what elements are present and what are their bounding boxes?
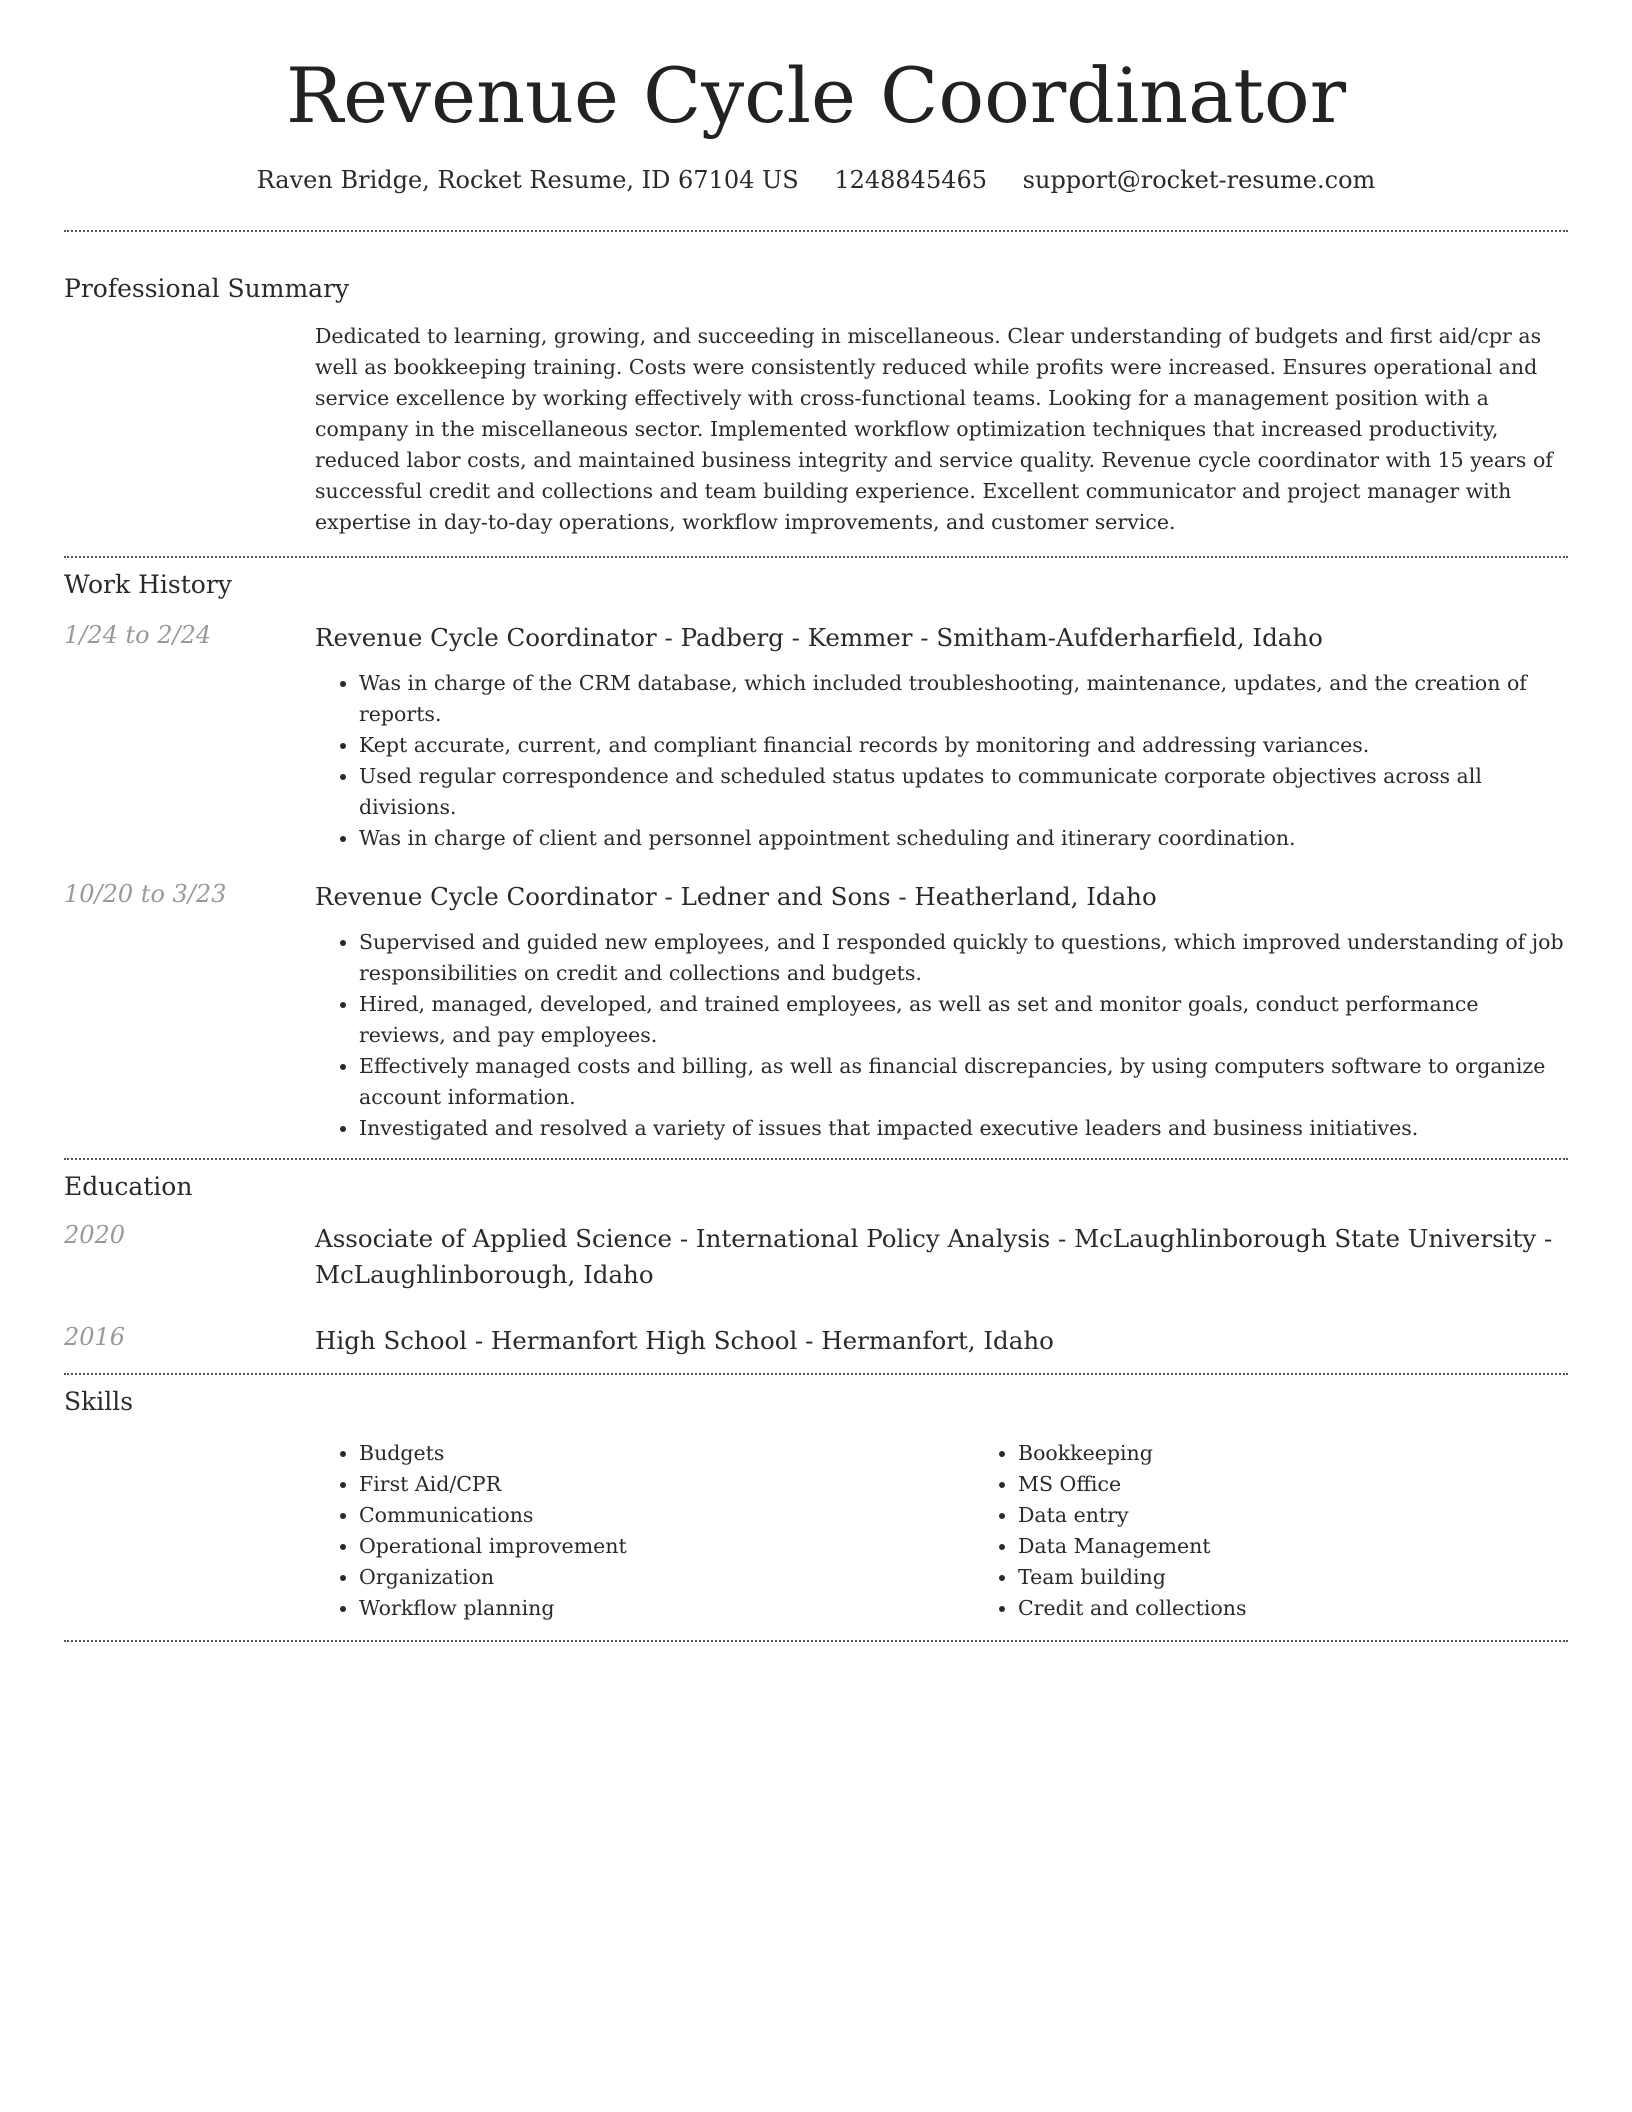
summary-divider <box>64 556 1568 558</box>
job-bullet: • Effectively managed costs and billing, as well as financial discrepancies, by using computers software to organize account information. <box>359 1051 1568 1113</box>
education-divider <box>64 1373 1568 1375</box>
job-bullet: • Kept accurate, current, and compliant financial records by monitoring and addressing variances. <box>359 730 1568 761</box>
summary-text: Dedicated to learning, growing, and succeeding in miscellaneous. Clear understanding of budgets and first aid/cpr as well as bookkeeping training. Costs were consistently reduced while profits were increased. Ensures operational and service excellence by working effectively with cross-functional teams. Looking for a management position with a company in the miscellaneous sector. Implemented workflow optimization techniques that increased productivity, reduced labor costs, and maintained business integrity and service quality. Revenue cycle coordinator with 15 years of successful credit and collections and team building experience. Excellent communicator and project manager with expertise in day-to-day operations, workflow improvements, and customer service. <box>315 324 1553 534</box>
education-heading: Education <box>64 1172 193 1201</box>
summary-heading: Professional Summary <box>64 274 350 303</box>
job-bullet: • Was in charge of the CRM database, which included troubleshooting, maintenance, updates, and the creation of reports. <box>359 668 1568 730</box>
job-heading <box>315 880 1568 914</box>
skill-item: • Credit and collections <box>1018 1593 1632 1624</box>
skill-item: • First Aid/CPR <box>359 1469 974 1500</box>
job-heading <box>315 621 1568 655</box>
work-divider <box>64 1158 1568 1160</box>
skill-item: • MS Office <box>1018 1469 1632 1500</box>
skills-list-right <box>974 1438 1632 1624</box>
job-bullet: • Investigated and resolved a variety of issues that impacted executive leaders and business initiatives. <box>359 1113 1568 1144</box>
work-heading: Work History <box>64 570 232 599</box>
job-dates: 10/20 to 3/23 <box>64 880 227 908</box>
job-bullet: • Supervised and guided new employees, and I responded quickly to questions, which improved understanding of job responsibilities on credit and collections and budgets. <box>359 927 1568 989</box>
education-degree: High School <box>315 1326 468 1355</box>
education-year: 2020 <box>64 1221 126 1249</box>
job-dates: 1/24 to 2/24 <box>64 621 212 649</box>
summary-row <box>64 321 1568 538</box>
job-employer: - Padberg - Kemmer - Smitham-Aufderharfield, Idaho <box>656 623 1323 652</box>
education-year: 2016 <box>64 1323 126 1351</box>
education-school: - Hermanfort High School - Hermanfort, Idaho <box>467 1326 1054 1355</box>
job-bullet: • Hired, managed, developed, and trained employees, as well as set and monitor goals, conduct performance reviews, and pay employees. <box>359 989 1568 1051</box>
contact-address: Raven Bridge, Rocket Resume, ID 67104 US <box>256 166 799 194</box>
job-entry <box>64 880 1568 1144</box>
job-bullets <box>315 668 1568 854</box>
education-heading-text <box>315 1323 1568 1359</box>
skill-item: • Bookkeeping <box>1018 1438 1632 1469</box>
skill-item: • Budgets <box>359 1438 974 1469</box>
contact-email: support@rocket-resume.com <box>1022 166 1376 194</box>
contact-line <box>64 166 1568 194</box>
job-bullet: • Used regular correspondence and scheduled status updates to communicate corporate objectives across all divisions. <box>359 761 1568 823</box>
job-position: Revenue Cycle Coordinator <box>315 882 657 911</box>
job-employer: - Ledner and Sons - Heatherland, Idaho <box>656 882 1157 911</box>
education-heading-text <box>315 1221 1568 1293</box>
education-school: - McLaughlinborough State University - McLaughlinborough, Idaho <box>315 1224 1553 1289</box>
job-position: Revenue Cycle Coordinator <box>315 623 657 652</box>
job-bullets <box>315 927 1568 1144</box>
job-bullet: • Was in charge of client and personnel appointment scheduling and itinerary coordination. <box>359 823 1568 854</box>
skill-item: • Organization <box>359 1562 974 1593</box>
skill-item: • Workflow planning <box>359 1593 974 1624</box>
skill-item: • Team building <box>1018 1562 1632 1593</box>
resume-page <box>64 0 1568 1642</box>
skills-divider <box>64 1640 1568 1642</box>
education-entry <box>64 1221 1568 1293</box>
summary-left-col <box>64 321 315 538</box>
job-entry <box>64 621 1568 854</box>
skill-item: • Operational improvement <box>359 1531 974 1562</box>
education-degree: Associate of Applied Science - International Policy Analysis <box>315 1224 1051 1253</box>
resume-name: Revenue Cycle Coordinator <box>285 51 1347 140</box>
skill-item: • Communications <box>359 1500 974 1531</box>
skill-item: • Data Management <box>1018 1531 1632 1562</box>
skills-list-left <box>315 1438 974 1624</box>
skill-item: • Data entry <box>1018 1500 1632 1531</box>
contact-phone: 1248845465 <box>834 166 988 194</box>
education-entry <box>64 1323 1568 1359</box>
skills-left-col <box>64 1438 315 1624</box>
skills-heading: Skills <box>64 1387 134 1416</box>
skills-row <box>64 1438 1568 1624</box>
header-divider <box>64 230 1568 232</box>
